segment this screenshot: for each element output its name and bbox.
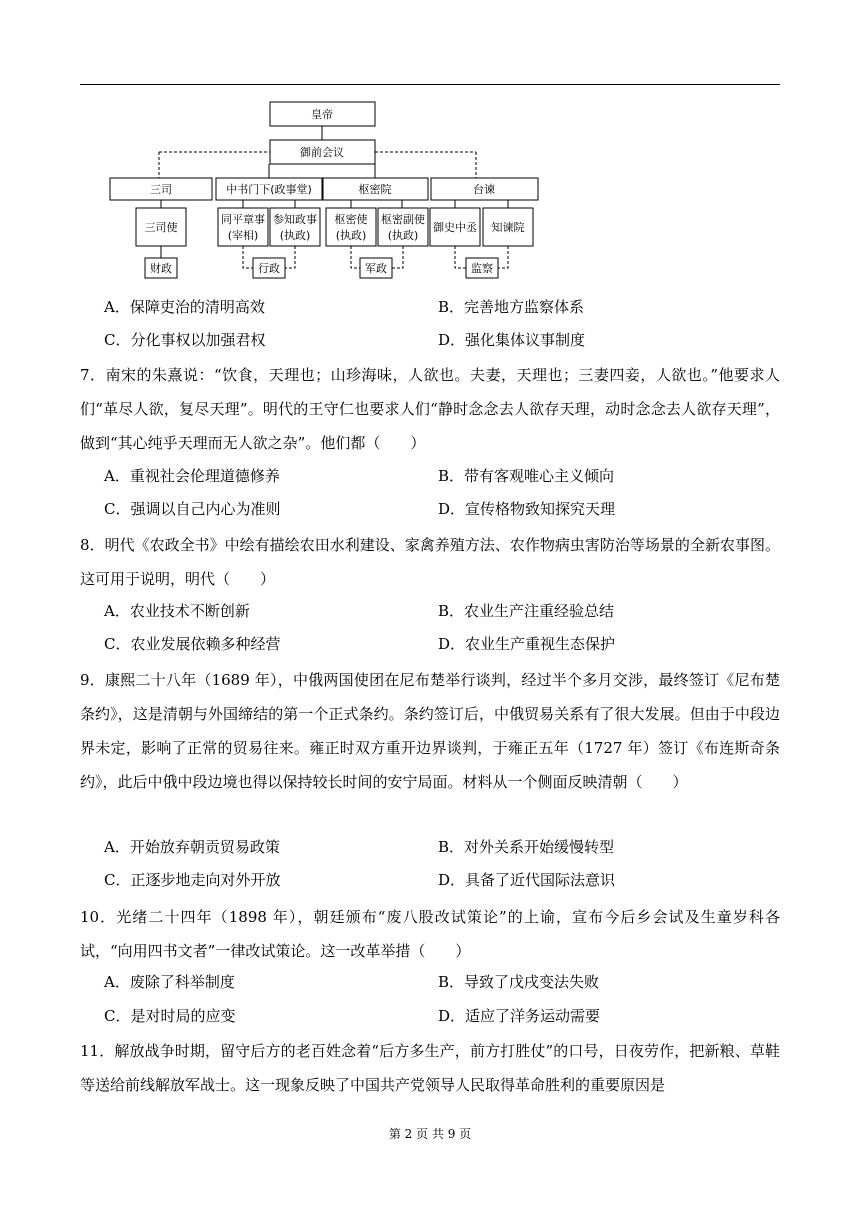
q10-option-b: B．导致了戊戌变法失败 xyxy=(438,973,600,991)
privy-head-note: (执政) xyxy=(335,229,367,242)
q9-option-a: A．开始放弃朝贡贸易政策 xyxy=(104,838,280,856)
q10-option-a: A．废除了科举制度 xyxy=(104,973,235,991)
q7-option-a: A．重视社会伦理道德修养 xyxy=(104,467,280,485)
emperor-label: 皇帝 xyxy=(311,108,333,121)
censor-label: 御史中丞 xyxy=(433,221,477,234)
sansi-label: 三司 xyxy=(150,183,172,196)
privy-head-title: 枢密使 xyxy=(334,213,368,226)
q6-option-b: B．完善地方监察体系 xyxy=(438,298,585,316)
chancellor-title: 同平章事 xyxy=(221,213,265,226)
q10-stem: 10．光绪二十四年（1898 年），朝廷颁布“废八股改试策论”的上谕，宣布今后乡会试及生童岁科各试，“向用四书文者”一律改试策论。这一改革举措（ ） xyxy=(80,908,780,960)
q9-option-d: D．具备了近代国际法意识 xyxy=(438,871,616,889)
q6-option-d: D．强化集体议事制度 xyxy=(438,331,586,349)
finance-label: 财政 xyxy=(150,262,172,275)
taijian-label: 台谏 xyxy=(473,183,495,196)
q7-stem: 7．南宋的朱熹说：“饮食，天理也；山珍海味，人欲也。夫妻，天理也；三妻四妾，人欲也。”他要求人们“革尽人欲，复尽天理”。明代的王守仁也要求人们“静时念念去人欲存天理，动时念念去人欲存天理”，做到“其心纯乎天理而无人欲之杂”。他们都（ ） xyxy=(80,366,780,452)
q6-option-c: C．分化事权以加强君权 xyxy=(104,331,266,349)
q7-option-c: C．强调以自己内心为准则 xyxy=(104,500,281,518)
q6-option-a: A．保障吏治的清明高效 xyxy=(104,298,265,316)
q7-option-b: B．带有客观唯心主义倾向 xyxy=(438,467,615,485)
privy-vice-note: (执政) xyxy=(387,229,419,242)
q8-option-d: D．农业生产重视生态保护 xyxy=(438,635,616,653)
supervision-label: 监察 xyxy=(471,262,493,275)
admin-label: 行政 xyxy=(258,262,280,275)
secretariat-label: 中书门下(政事堂) xyxy=(226,183,312,196)
q8-option-b: B．农业生产注重经验总结 xyxy=(438,602,615,620)
q11-stem: 11．解放战争时期，留守后方的老百姓念着“后方多生产，前方打胜仗”的口号，日夜劳作，把新粮、草鞋等送给前线解放军战士。这一现象反映了中国共产党领导人民取得革命胜利的重要原因是 xyxy=(80,1042,780,1094)
military-label: 军政 xyxy=(365,262,387,275)
council-label: 御前会议 xyxy=(300,146,344,159)
q8-option-c: C．农业发展依赖多种经营 xyxy=(104,635,281,653)
q10-option-c: C．是对时局的应变 xyxy=(104,1007,236,1025)
remonstrance-label: 知谏院 xyxy=(491,221,525,234)
song-government-structure-diagram xyxy=(0,0,860,290)
vice-chancellor-note: (执政) xyxy=(279,229,311,242)
vice-chancellor-title: 参知政事 xyxy=(273,213,317,226)
q9-stem: 9．康熙二十八年（1689 年），中俄两国使团在尼布楚举行谈判，经过半个多月交涉，最终签订《尼布楚条约》，这是清朝与外国缔结的第一个正式条约。条约签订后，中俄贸易关系有了很大发展。但由于中段边界未定，影响了正常的贸易往来。雍正时双方重开边界谈判，于雍正五年（1727 年）签订《布连斯奇条约》，此后中俄中段边境也得以保持较长时间的安宁局面。材料从一个侧面反映清朝（ ） xyxy=(80,671,780,791)
page-footer: 第 2 页 共 9 页 xyxy=(388,1127,472,1141)
q8-option-a: A．农业技术不断创新 xyxy=(104,602,250,620)
privy-council-label: 枢密院 xyxy=(358,183,392,196)
q9-option-b: B．对外关系开始缓慢转型 xyxy=(438,838,615,856)
q7-option-d: D．宣传格物致知探究天理 xyxy=(438,500,616,518)
q8-stem: 8．明代《农政全书》中绘有描绘农田水利建设、家禽养殖方法、农作物病虫害防治等场景的全新农事图。这可用于说明，明代（ ） xyxy=(80,536,780,588)
privy-vice-title: 枢密副使 xyxy=(381,213,425,226)
chancellor-note: (宰相) xyxy=(227,229,259,242)
q9-option-c: C．正逐步地走向对外开放 xyxy=(104,871,281,889)
q10-option-d: D．适应了洋务运动需要 xyxy=(438,1007,601,1025)
sansi-head-label: 三司使 xyxy=(144,221,178,234)
